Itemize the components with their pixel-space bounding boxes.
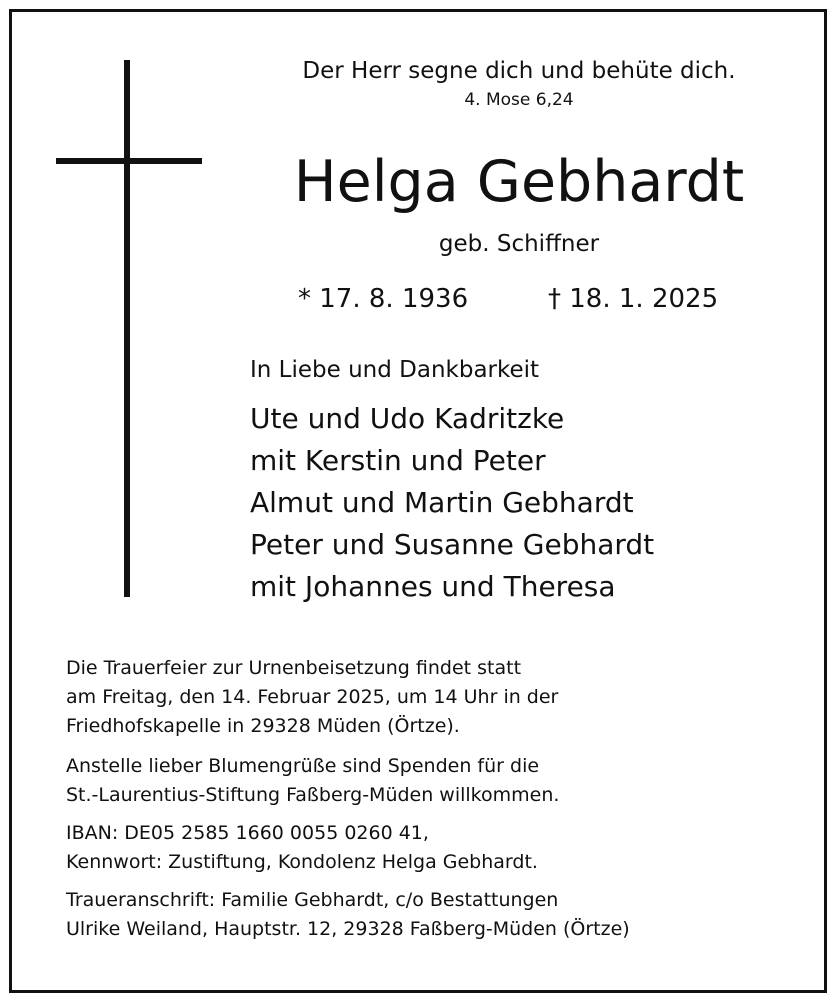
mourners-intro: In Liebe und Dankbarkeit — [250, 357, 540, 383]
cross-vertical-beam — [124, 60, 130, 597]
mourner-line: Ute und Udo Kadritzke — [250, 402, 565, 435]
mourner-line: mit Kerstin und Peter — [250, 444, 546, 477]
mourner-line: Almut und Martin Gebhardt — [250, 486, 634, 519]
bank-info — [66, 819, 806, 877]
bible-verse: Der Herr segne dich und behüte dich. — [302, 58, 736, 84]
cross-horizontal-beam — [56, 158, 202, 164]
ceremony-line: Friedhofskapelle in 29328 Müden (Örtze). — [66, 715, 460, 737]
bible-verse-reference: 4. Mose 6,24 — [464, 90, 574, 110]
bank-line: IBAN: DE05 2585 1660 0055 0260 41, — [66, 822, 429, 844]
address-line: Ulrike Weiland, Hauptstr. 12, 29328 Faßberg-Müden (Örtze) — [66, 918, 630, 940]
maiden-name: geb. Schiffner — [438, 231, 600, 257]
mourners-list — [250, 398, 654, 608]
birth-date: * 17. 8. 1936 — [298, 284, 469, 314]
ceremony-line: Die Trauerfeier zur Urnenbeisetzung findet statt — [66, 657, 522, 679]
ceremony-line: am Freitag, den 14. Februar 2025, um 14 Uhr in der — [66, 686, 559, 708]
mourner-line: mit Johannes und Theresa — [250, 570, 616, 603]
donation-line: St.-Laurentius-Stiftung Faßberg-Müden willkommen. — [66, 784, 560, 806]
donation-info — [66, 752, 806, 810]
address-line: Traueranschrift: Familie Gebhardt, c/o Bestattungen — [66, 889, 559, 911]
mourner-line: Peter und Susanne Gebhardt — [250, 528, 655, 561]
mourning-address — [66, 886, 806, 944]
bank-line: Kennwort: Zustiftung, Kondolenz Helga Gebhardt. — [66, 851, 538, 873]
ceremony-info — [66, 654, 806, 741]
death-date: † 18. 1. 2025 — [548, 284, 719, 314]
donation-line: Anstelle lieber Blumengrüße sind Spenden für die — [66, 755, 540, 777]
deceased-name: Helga Gebhardt — [293, 149, 745, 215]
